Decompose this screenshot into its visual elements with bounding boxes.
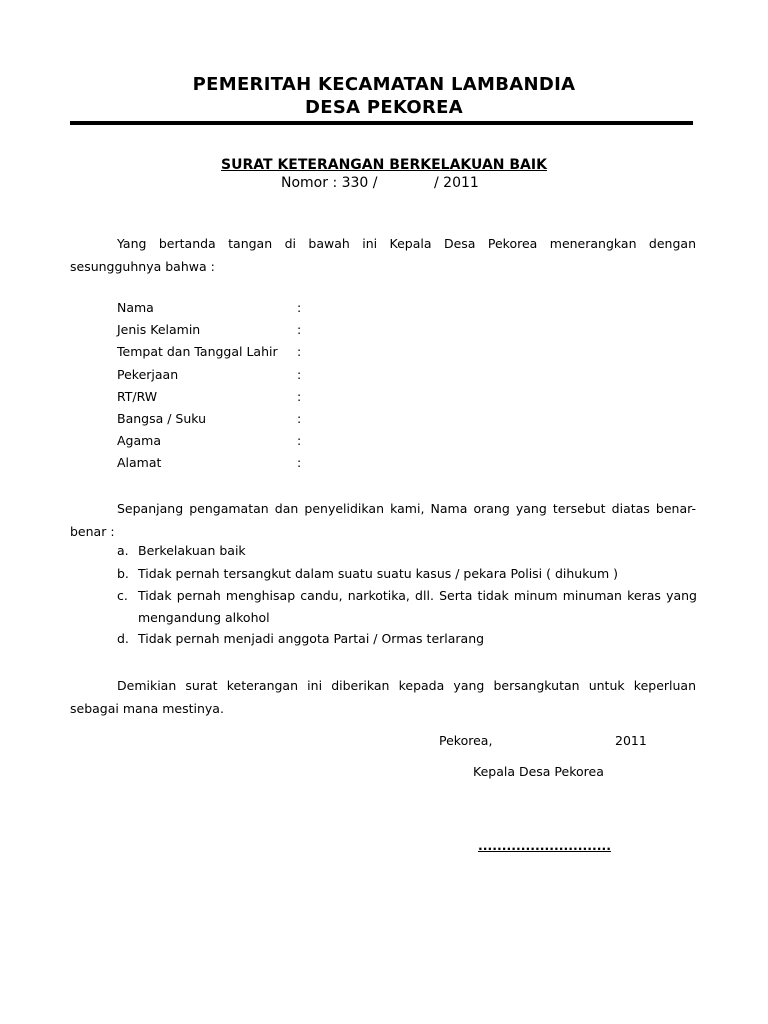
field-colon: : bbox=[297, 344, 302, 359]
field-label: RT/RW bbox=[117, 389, 158, 404]
field-colon: : bbox=[297, 300, 302, 315]
field-colon: : bbox=[297, 433, 302, 448]
field-label: Jenis Kelamin bbox=[117, 322, 201, 337]
field-colon: : bbox=[297, 322, 302, 337]
list-marker: c. bbox=[117, 588, 128, 603]
government-header-line1: PEMERITAH KECAMATAN LAMBANDIA bbox=[192, 74, 576, 95]
document-number-year: / 2011 bbox=[434, 175, 479, 191]
list-text: Berkelakuan baik bbox=[138, 543, 246, 558]
list-marker: b. bbox=[117, 566, 129, 581]
header-divider bbox=[70, 121, 693, 125]
signature-title: Kepala Desa Pekorea bbox=[473, 764, 604, 779]
signature-year: 2011 bbox=[615, 733, 647, 748]
field-label: Bangsa / Suku bbox=[117, 411, 207, 426]
list-marker: d. bbox=[117, 631, 129, 646]
field-label: Tempat dan Tanggal Lahir bbox=[117, 344, 278, 359]
signature-place: Pekorea, bbox=[439, 733, 493, 748]
list-text: Tidak pernah menghisap candu, narkotika, dll. Serta tidak minum minuman keras yang mengandung alkohol bbox=[138, 588, 697, 625]
closing-paragraph: Demikian surat keterangan ini diberikan kepada yang bersangkutan untuk keperluan sebagai mana mestinya. bbox=[70, 678, 696, 716]
field-colon: : bbox=[297, 411, 302, 426]
field-colon: : bbox=[297, 367, 302, 382]
intro-paragraph: Yang bertanda tangan di bawah ini Kepala Desa Pekorea menerangkan dengan sesungguhnya bahwa : bbox=[70, 236, 696, 274]
field-label: Alamat bbox=[117, 455, 162, 470]
list-marker: a. bbox=[117, 543, 129, 558]
observation-paragraph: Sepanjang pengamatan dan penyelidikan kami, Nama orang yang tersebut diatas benar-benar : bbox=[70, 501, 696, 539]
document-title: SURAT KETERANGAN BERKELAKUAN BAIK bbox=[221, 157, 547, 173]
list-text: Tidak pernah menjadi anggota Partai / Ormas terlarang bbox=[138, 631, 485, 646]
field-colon: : bbox=[297, 389, 302, 404]
field-label: Nama bbox=[117, 300, 154, 315]
field-colon: : bbox=[297, 455, 302, 470]
government-header-line2: DESA PEKOREA bbox=[304, 97, 463, 118]
document-number-label: Nomor : 330 / bbox=[281, 175, 378, 191]
field-label: Agama bbox=[117, 433, 161, 448]
list-text: Tidak pernah tersangkut dalam suatu suatu kasus / pekara Polisi ( dihukum ) bbox=[138, 566, 619, 581]
signature-name-placeholder: ............................ bbox=[478, 838, 611, 853]
field-label: Pekerjaan bbox=[117, 367, 179, 382]
